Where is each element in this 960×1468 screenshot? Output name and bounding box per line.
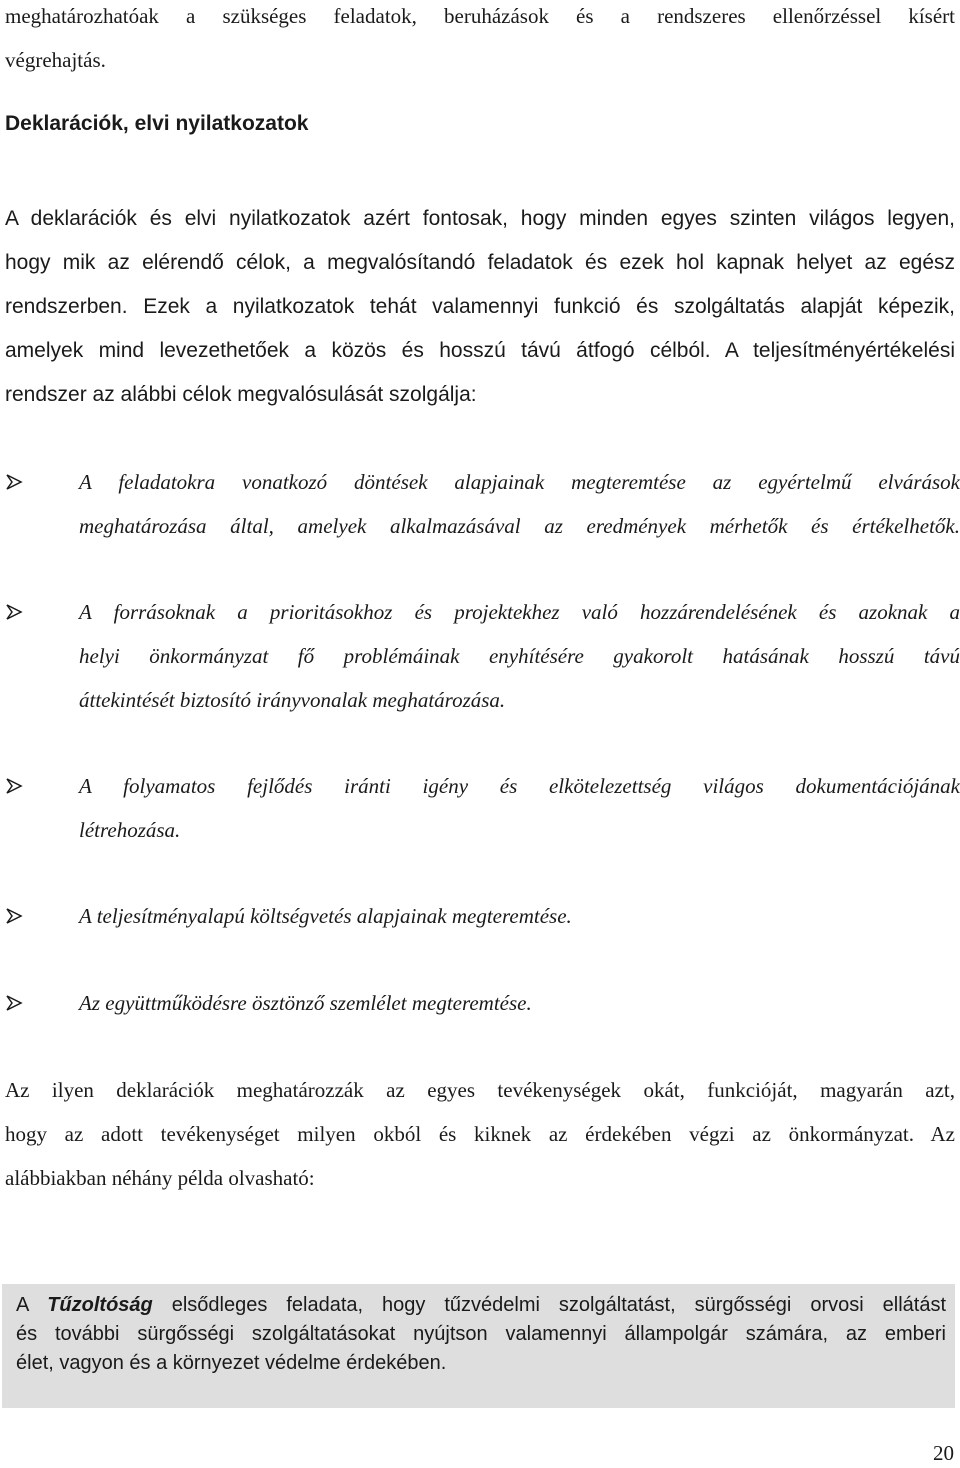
bullet-text <box>79 590 960 722</box>
paragraph-line: Az ilyen deklarációk meghatározzák az egyes tevékenységek okát, funkcióját, magyarán azt, <box>5 1078 955 1102</box>
closing-paragraph <box>5 1068 955 1200</box>
example-line: élet, vagyon és a környezet védelme érdekében. <box>16 1352 447 1374</box>
paragraph-line: alábbiakban néhány példa olvasható: <box>5 1166 315 1190</box>
paragraph-line: hogy az adott tevékenységet milyen okból és kiknek az érdekében végzi az önkormányzat. Az <box>5 1122 955 1146</box>
bullet-text <box>79 764 960 852</box>
section-heading: Deklarációk, elvi nyilatkozatok <box>5 112 309 135</box>
paragraph-line: meghatározhatóak a szükséges feladatok, beruházások és a rendszeres ellenőrzéssel kísért <box>5 4 955 28</box>
continuation-paragraph <box>5 0 955 82</box>
bullet-line: helyi önkormányzat fő problémáinak enyhítésére gyakorolt hatásának hosszú távú <box>79 644 960 668</box>
paragraph-line: végrehajtás. <box>5 48 106 72</box>
example-emphasis: Tűzoltóság <box>47 1294 153 1316</box>
paragraph-line: rendszerben. Ezek a nyilatkozatok tehát valamennyi funkció és szolgáltatás alapját képezik, <box>5 295 955 318</box>
bullet-line: A folyamatos fejlődés iránti igény és elkötelezettség világos dokumentációjának <box>79 774 960 798</box>
bullet-text <box>79 460 960 548</box>
example-box-text <box>16 1291 946 1378</box>
bullet-line: létrehozása. <box>79 818 181 842</box>
arrowhead-bullet-icon <box>5 777 23 795</box>
intro-paragraph <box>5 197 955 417</box>
bullet-line: meghatározása által, amelyek alkalmazásával az eredmények mérhetők és értékelhetők. <box>79 514 960 538</box>
paragraph-line: rendszer az alábbi célok megvalósulását szolgálja: <box>5 383 477 406</box>
arrowhead-bullet-icon <box>5 907 23 925</box>
arrowhead-bullet-icon <box>5 473 23 491</box>
bullet-line: Az együttműködésre ösztönző szemlélet megteremtése. <box>79 991 532 1015</box>
arrowhead-bullet-icon <box>5 994 23 1012</box>
page-number: 20 <box>933 1441 954 1465</box>
bullet-text <box>79 981 960 1025</box>
bullet-line: A feladatokra vonatkozó döntések alapjainak megteremtése az egyértelmű elvárások <box>79 470 960 494</box>
example-line <box>16 1291 946 1320</box>
bullet-line: A teljesítményalapú költségvetés alapjainak megteremtése. <box>79 904 572 928</box>
paragraph-line: hogy mik az elérendő célok, a megvalósítandó feladatok és ezek hol kapnak helyet az egész <box>5 251 955 274</box>
example-line: és további sürgősségi szolgáltatásokat nyújtson valamennyi állampolgár számára, az emberi <box>16 1323 946 1345</box>
bullet-line: áttekintését biztosító irányvonalak meghatározása. <box>79 688 506 712</box>
bullet-line: A forrásoknak a prioritásokhoz és projektekhez való hozzárendelésének és azoknak a <box>79 600 960 624</box>
arrowhead-bullet-icon <box>5 603 23 621</box>
example-line-rest: elsődleges feladata, hogy tűzvédelmi szolgáltatást, sürgősségi orvosi ellátást <box>152 1294 947 1316</box>
paragraph-line: amelyek mind levezethetőek a közös és hosszú távú átfogó célból. A teljesítményértékelési <box>5 339 955 362</box>
bullet-text <box>79 894 960 938</box>
example-prefix: A <box>16 1294 48 1316</box>
paragraph-line: A deklarációk és elvi nyilatkozatok azért fontosak, hogy minden egyes szinten világos legyen, <box>5 207 955 230</box>
